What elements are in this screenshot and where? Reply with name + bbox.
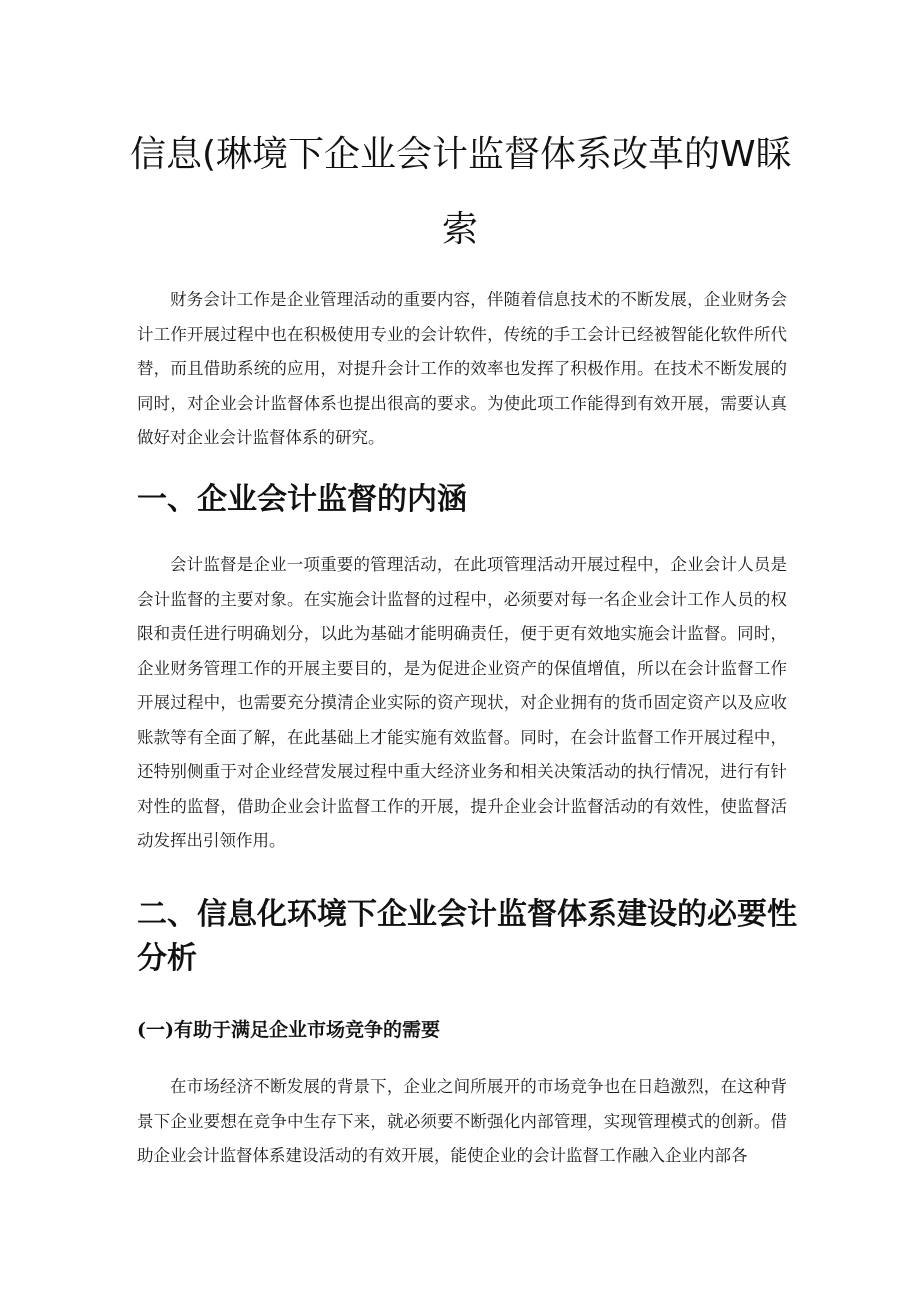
document-title-line-1: 信息(琳境下企业会计监督体系改革的W睬 [130, 134, 792, 175]
section-1-paragraph: 会计监督是企业一项重要的管理活动，在此项管理活动开展过程中，企业会计人员是会计监督的主要对象。在实施会计监督的过程中，必须要对每一名企业会计工作人员的权限和责任进行明确划分，以此为基础才能明确责任，便于更有效地实施会计监督。同时，企业财务管理工作的开展主要目的，是为促进企业资产的保值增值，所以在会计监督工作开展过程中，也需要充分摸清企业实际的资产现状，对企业拥有的货币固定资产以及应收账款等有全面了解，在此基础上才能实施有效监督。同时，在会计监督工作开展过程中，还特别侧重于对企业经营发展过程中重大经济业务和相关决策活动的执行情况，进行有针对性的监督，借助企业会计监督工作的开展，提升企业会计监督活动的有效性，使监督活动发挥出引领作用。 [137, 555, 787, 850]
document-title-line-2: 索 [441, 209, 478, 250]
subsection-1-heading: (一)有助于满足企业市场竞争的需要 [137, 1019, 440, 1041]
section-1-heading: 一、企业会计监督的内涵 [137, 482, 467, 517]
section-2-heading: 二、信息化环境下企业会计监督体系建设的必要性分析 [137, 897, 797, 976]
subsection-1-paragraph: 在市场经济不断发展的背景下，企业之间所展开的市场竞争也在日趋激烈，在这种背景下企业要想在竞争中生存下来，就必须要不断强化内部管理，实现管理模式的创新。借助企业会计监督体系建设活动的有效开展，能使企业的会计监督工作融入企业内部各 [137, 1077, 787, 1165]
intro-paragraph: 财务会计工作是企业管理活动的重要内容，伴随着信息技术的不断发展，企业财务会计工作开展过程中也在积极使用专业的会计软件，传统的手工会计已经被智能化软件所代替，而且借助系统的应用，对提升会计工作的效率也发挥了积极作用。在技术不断发展的同时，对企业会计监督体系也提出很高的要求。为使此项工作能得到有效开展，需要认真做好对企业会计监督体系的研究。 [137, 290, 787, 447]
